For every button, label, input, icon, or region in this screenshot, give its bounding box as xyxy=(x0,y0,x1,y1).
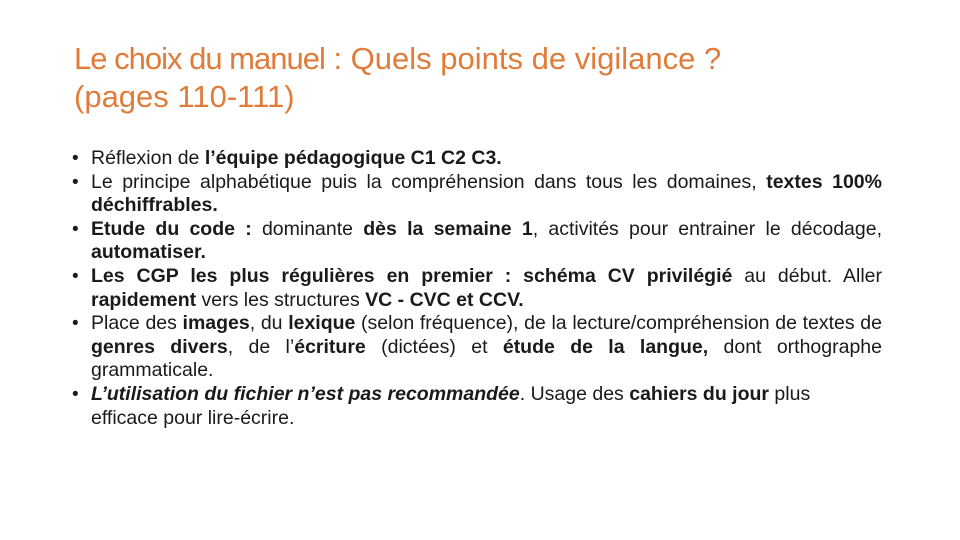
bullet-text-segment: au début. Aller xyxy=(732,264,882,287)
bullet-text-segment: dont orthographe grammaticale. xyxy=(91,335,882,382)
slide-title xyxy=(74,40,894,116)
bullet-text-segment: (selon fréquence), de la lecture/compréhension de textes de xyxy=(355,312,882,335)
bullet-text-segment: rapidement xyxy=(91,288,197,311)
bullet-text-segment: , du xyxy=(249,312,289,335)
bullet-text-segment: Etude du code : xyxy=(91,217,252,240)
title-highlight: Le choix du manuel xyxy=(74,41,325,76)
bullet-item xyxy=(74,147,882,171)
bullet-text-segment: images xyxy=(182,312,250,335)
bullet-item xyxy=(74,265,882,312)
bullet-text-segment: vers les structures xyxy=(196,288,366,311)
bullet-text-segment: textes 100% déchiffrables. xyxy=(91,170,882,217)
bullet-list xyxy=(74,147,882,430)
bullet-text-segment: L’utilisation du fichier n’est pas recommandée xyxy=(91,382,520,405)
bullet-text-segment: plus efficace pour lire-écrire. xyxy=(91,382,811,429)
bullet-text-segment: dès la semaine 1 xyxy=(363,217,533,240)
bullet-text-segment: Réflexion de xyxy=(91,147,205,169)
bullet-text-segment: étude de la langue, xyxy=(502,335,709,358)
bullet-text-segment: écriture xyxy=(294,335,366,358)
bullet-text-segment: VC - CVC et CCV. xyxy=(365,288,524,311)
title-question: : Quels points de vigilance ? xyxy=(324,41,722,76)
bullet-text-segment: Place des xyxy=(91,312,183,335)
bullet-item xyxy=(74,218,882,265)
bullet-item xyxy=(74,312,882,383)
bullet-text-segment: , activités pour entrainer le décodage, xyxy=(532,217,883,240)
bullet-text-segment: l’équipe pédagogique C1 C2 C3. xyxy=(204,147,502,169)
bullet-item xyxy=(74,383,882,430)
title-pages: (pages 110-111) xyxy=(74,79,295,114)
bullet-text-segment: . Usage des xyxy=(519,382,630,405)
bullet-text-segment: genres divers xyxy=(91,335,228,358)
bullet-text-segment: Le principe alphabétique puis la compréhension dans tous les domaines, xyxy=(91,170,767,193)
bullet-text-segment: , de l’ xyxy=(227,335,295,358)
bullet-item xyxy=(74,171,882,218)
bullet-text-segment: dominante xyxy=(251,217,364,240)
bullet-text-segment: lexique xyxy=(288,312,356,335)
bullet-text-segment: Les CGP les plus régulières en premier : schéma CV privilégié xyxy=(91,264,733,287)
bullet-text-segment: (dictées) et xyxy=(365,335,503,358)
bullet-text-segment: cahiers du jour xyxy=(629,382,770,405)
bullet-text-segment: automatiser. xyxy=(91,241,206,264)
